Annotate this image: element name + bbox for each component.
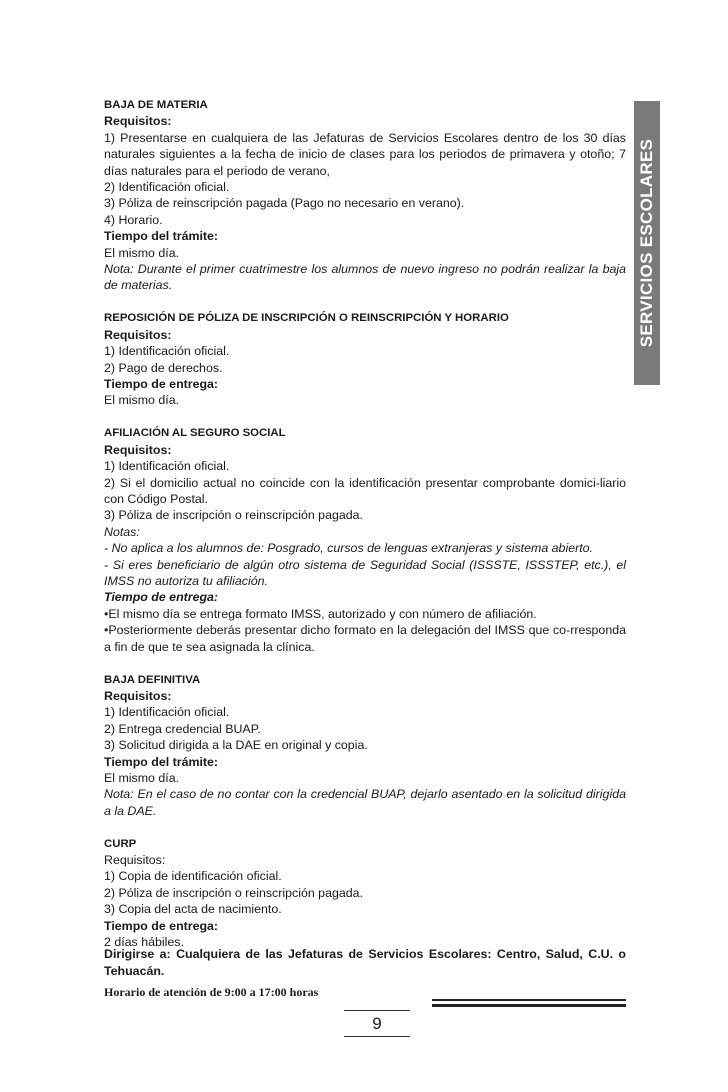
section-reposicion — [104, 310, 626, 408]
page-number-rule — [344, 1036, 410, 1037]
section-afiliacion — [104, 425, 626, 655]
requirement-item: 2) Entrega credencial BUAP. — [104, 721, 261, 736]
time-label: Tiempo de entrega: — [104, 590, 219, 605]
page-number: 9 — [372, 1014, 382, 1033]
sidebar-label: SERVICIOS ESCOLARES — [637, 138, 656, 348]
requirements-label: Requisitos: — [104, 442, 172, 457]
footer-rule — [432, 1004, 626, 1007]
section-title: BAJA DEFINITIVA — [104, 673, 201, 686]
page-number-rule — [344, 1010, 410, 1011]
note-text: Nota: Durante el primer cuatrimestre los alumnos de nuevo ingreso no podrán realizar la baja de materias. — [104, 262, 626, 293]
note-text: Nota: En el caso de no contar con la credencial BUAP, dejarlo asentado en la solicitud dirigida a la DAE. — [104, 787, 626, 818]
requirement-item: 3) Póliza de reinscripción pagada (Pago no necesario en verano). — [104, 196, 465, 211]
requirement-item: 3) Póliza de inscripción o reinscripción pagada. — [104, 508, 363, 523]
bullet-item: •Posteriormente deberás presentar dicho formato en la delegación del IMSS que co-rresponda a fin de que te sea asignada la clínica. — [104, 623, 626, 654]
requirement-item: 2) Si el domicilio actual no coincide con la identificación presentar comprobante domici-liario con Código Postal. — [104, 475, 626, 506]
requirement-item: 2) Pago de derechos. — [104, 360, 223, 375]
time-value: 2 días hábiles. — [104, 935, 184, 950]
time-label: Tiempo de entrega: — [104, 918, 219, 933]
requirement-item: 2) Póliza de inscripción o reinscripción pagada. — [104, 885, 363, 900]
requirement-item: 4) Horario. — [104, 212, 163, 227]
note-text: - Si eres beneficiario de algún otro sistema de Seguridad Social (ISSSTE, ISSSTEP, etc.), el IMSS no autoriza tu afiliación. — [104, 557, 626, 588]
requirements-label: Requisitos: — [104, 327, 172, 342]
directions-text: Dirigirse a: Cualquiera de las Jefaturas de Servicios Escolares: Centro, Salud, C.U. o Tehuacán. — [104, 947, 626, 978]
section-baja-materia — [104, 97, 626, 294]
section-title: BAJA DE MATERIA — [104, 99, 208, 111]
requirements-label: Requisitos: — [104, 688, 172, 703]
time-label: Tiempo del trámite: — [104, 754, 219, 769]
time-label: Tiempo de entrega: — [104, 377, 219, 391]
requirement-item: 1) Identificación oficial. — [104, 705, 230, 720]
time-value: El mismo día. — [104, 245, 180, 260]
time-value: El mismo día. — [104, 770, 180, 785]
requirements-label: Requisitos: — [104, 114, 172, 129]
notes-label: Notas: — [104, 524, 140, 539]
bullet-item: •El mismo día se entrega formato IMSS, autorizado y con número de afiliación. — [104, 606, 537, 621]
time-label: Tiempo del trámite: — [104, 229, 219, 244]
section-title: CURP — [104, 837, 137, 850]
requirement-item: 1) Identificación oficial. — [104, 344, 230, 359]
requirement-item: 1) Identificación oficial. — [104, 459, 230, 474]
section-title: AFILIACIÓN AL SEGURO SOCIAL — [104, 427, 286, 440]
page-content — [104, 97, 626, 967]
footer-rule — [432, 999, 626, 1001]
section-baja-definitiva — [104, 672, 626, 820]
requirement-item: 2) Identificación oficial. — [104, 180, 230, 195]
requirement-item: 1) Copia de identificación oficial. — [104, 869, 282, 884]
requirement-item: 3) Solicitud dirigida a la DAE en original y copia. — [104, 738, 368, 753]
requirement-item: 3) Copia del acta de nacimiento. — [104, 902, 282, 917]
requirement-item: 1) Presentarse en cualquiera de las Jefaturas de Servicios Escolares dentro de los 30 días naturales siguientes a la fecha de inicio de clases para los periodos de primavera y otoño; 7 días naturales para el periodo de verano, — [104, 130, 626, 178]
office-hours: Horario de atención de 9:00 a 17:00 horas — [104, 985, 319, 999]
note-text: - No aplica a los alumnos de: Posgrado, cursos de lenguas extranjeras y sistema abierto. — [104, 541, 593, 556]
section-curp — [104, 836, 626, 951]
time-value: El mismo día. — [104, 393, 180, 408]
section-title: REPOSICIÓN DE PÓLIZA DE INSCRIPCIÓN O REINSCRIPCIÓN Y HORARIO — [104, 312, 509, 325]
requirements-label: Requisitos: — [104, 853, 166, 868]
